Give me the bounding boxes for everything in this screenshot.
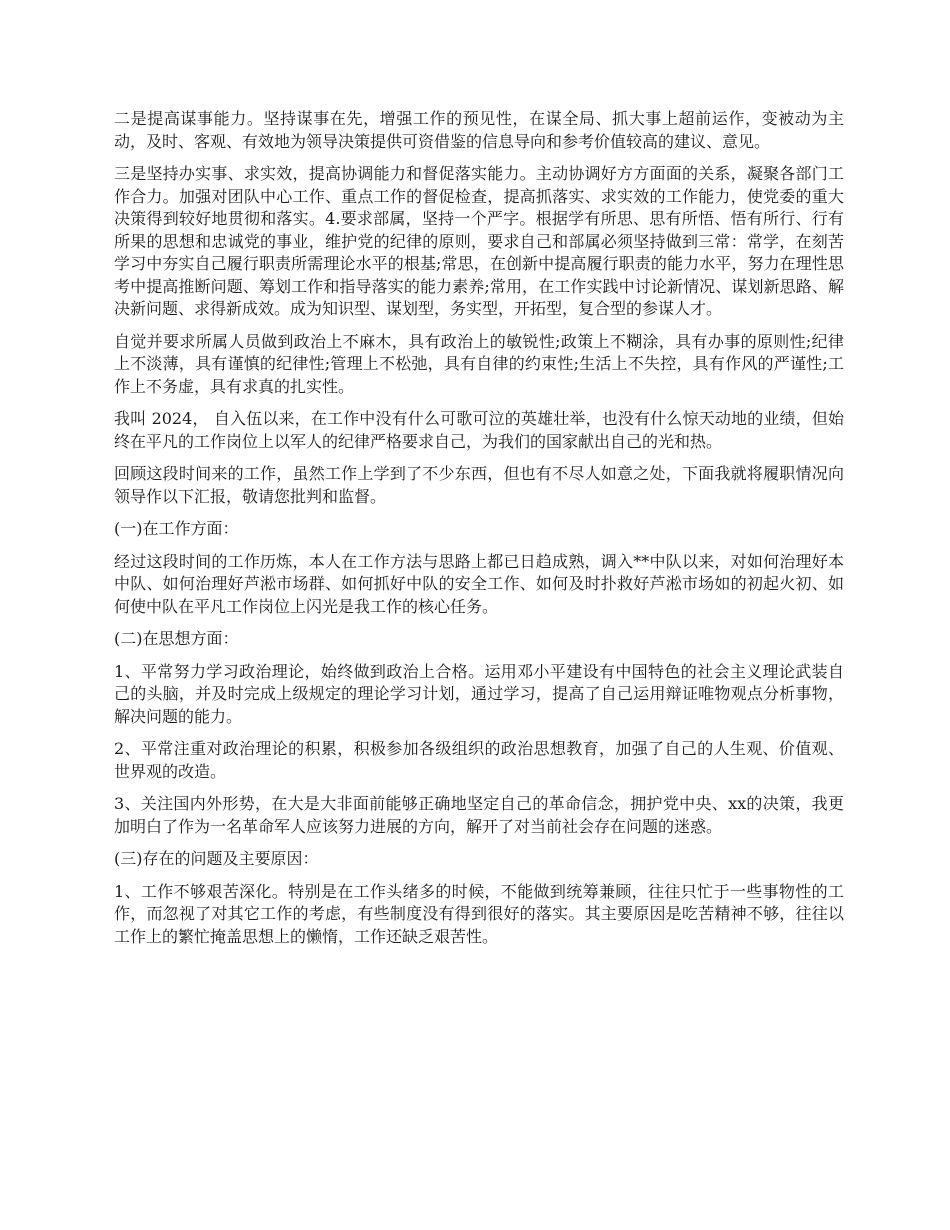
section-heading-work: (一)在工作方面： (114, 519, 239, 538)
paragraph-review: 回顾这段时间来的工作，虽然工作上学到了不少东西，但也有不尽人如意之处，下面我就将履职情况向领导作以下汇报，敬请您批判和监督。 (114, 464, 844, 506)
paragraph-planning-ability: 二是提高谋事能力。坚持谋事在先，增强工作的预见性，在谋全局、抓大事上超前运作，变被动为主动，及时、客观、有效地为领导决策提供可资借鉴的信息导向和参考价值较高的建议、意见。 (114, 109, 844, 151)
paragraph-work-experience: 经过这段时间的工作历炼，本人在工作方法与思路上都已日趋成熟，调入**中队以来，对如何治理好本中队、如何治理好芦淞市场群、如何抓好中队的安全工作、如何及时扑救好芦淞市场如的初起火初、如何使中队在平凡工作岗位上闪光是我工作的核心任务。 (114, 551, 844, 616)
paragraph-thought-3: 3、关注国内外形势，在大是大非面前能够正确地坚定自己的革命信念，拥护党中央、xx的决策，我更加明白了作为一名革命军人应该努力进展的方向，解开了对当前社会存在问题的迷惑。 (114, 794, 844, 836)
paragraph-self-discipline: 自觉并要求所属人员做到政治上不麻木，具有政治上的敏锐性;政策上不糊涂，具有办事的原则性;纪律上不淡薄，具有谨慎的纪律性;管理上不松弛，具有自律的约束性;生活上不失控，具有作风的严谨性;工作上不务虚，具有求真的扎实性。 (114, 331, 844, 396)
paragraph-coordination-ability: 三是坚持办实事、求实效，提高协调能力和督促落实能力。主动协调好方方面面的关系，凝聚各部门工作合力。加强对团队中心工作、重点工作的督促检查，提高抓落实、求实效的工作能力，使党委的重大决策得到较好地贯彻和落实。4.要求部属，坚持一个严字。根据学有所思、思有所悟、悟有所行、行有所果的思想和忠诚党的事业，维护党的纪律的原则，要求自己和部属必须坚持做到三常：常学，在刻苦学习中夯实自己履行职责所需理论水平的根基;常思，在创新中提高履行职责的能力水平，努力在理性思考中提高推断问题、筹划工作和指导落实的能力素养;常用，在工作实践中讨论新情况、谋划新思路、解决新问题、求得新成效。成为知识型、谋划型，务实型，开拓型，复合型的参谋人才。 (114, 164, 844, 318)
paragraph-thought-2: 2、平常注重对政治理论的积累，积极参加各级组织的政治思想教育，加强了自己的人生观、价值观、世界观的改造。 (114, 739, 844, 781)
document-body (114, 108, 844, 958)
paragraph-problem-1: 1、工作不够艰苦深化。特别是在工作头绪多的时候，不能做到统筹兼顾，往往只忙于一些事物性的工作，而忽视了对其它工作的考虑，有些制度没有得到很好的落实。其主要原因是吃苦精神不够，往往以工作上的繁忙掩盖思想上的懒惰，工作还缺乏艰苦性。 (114, 881, 844, 946)
paragraph-introduction: 我叫 2024， 自入伍以来，在工作中没有什么可歌可泣的英雄壮举，也没有什么惊天动地的业绩，但始终在平凡的工作岗位上以军人的纪律严格要求自己，为我们的国家献出自己的光和热。 (114, 409, 844, 451)
section-heading-thought: (二)在思想方面： (114, 629, 239, 648)
section-heading-problems: (三)存在的问题及主要原因： (114, 849, 319, 868)
paragraph-thought-1: 1、平常努力学习政治理论，始终做到政治上合格。运用邓小平建设有中国特色的社会主义理论武装自己的头脑，并及时完成上级规定的理论学习计划，通过学习，提高了自己运用辩证唯物观点分析事物，解决问题的能力。 (114, 661, 844, 726)
